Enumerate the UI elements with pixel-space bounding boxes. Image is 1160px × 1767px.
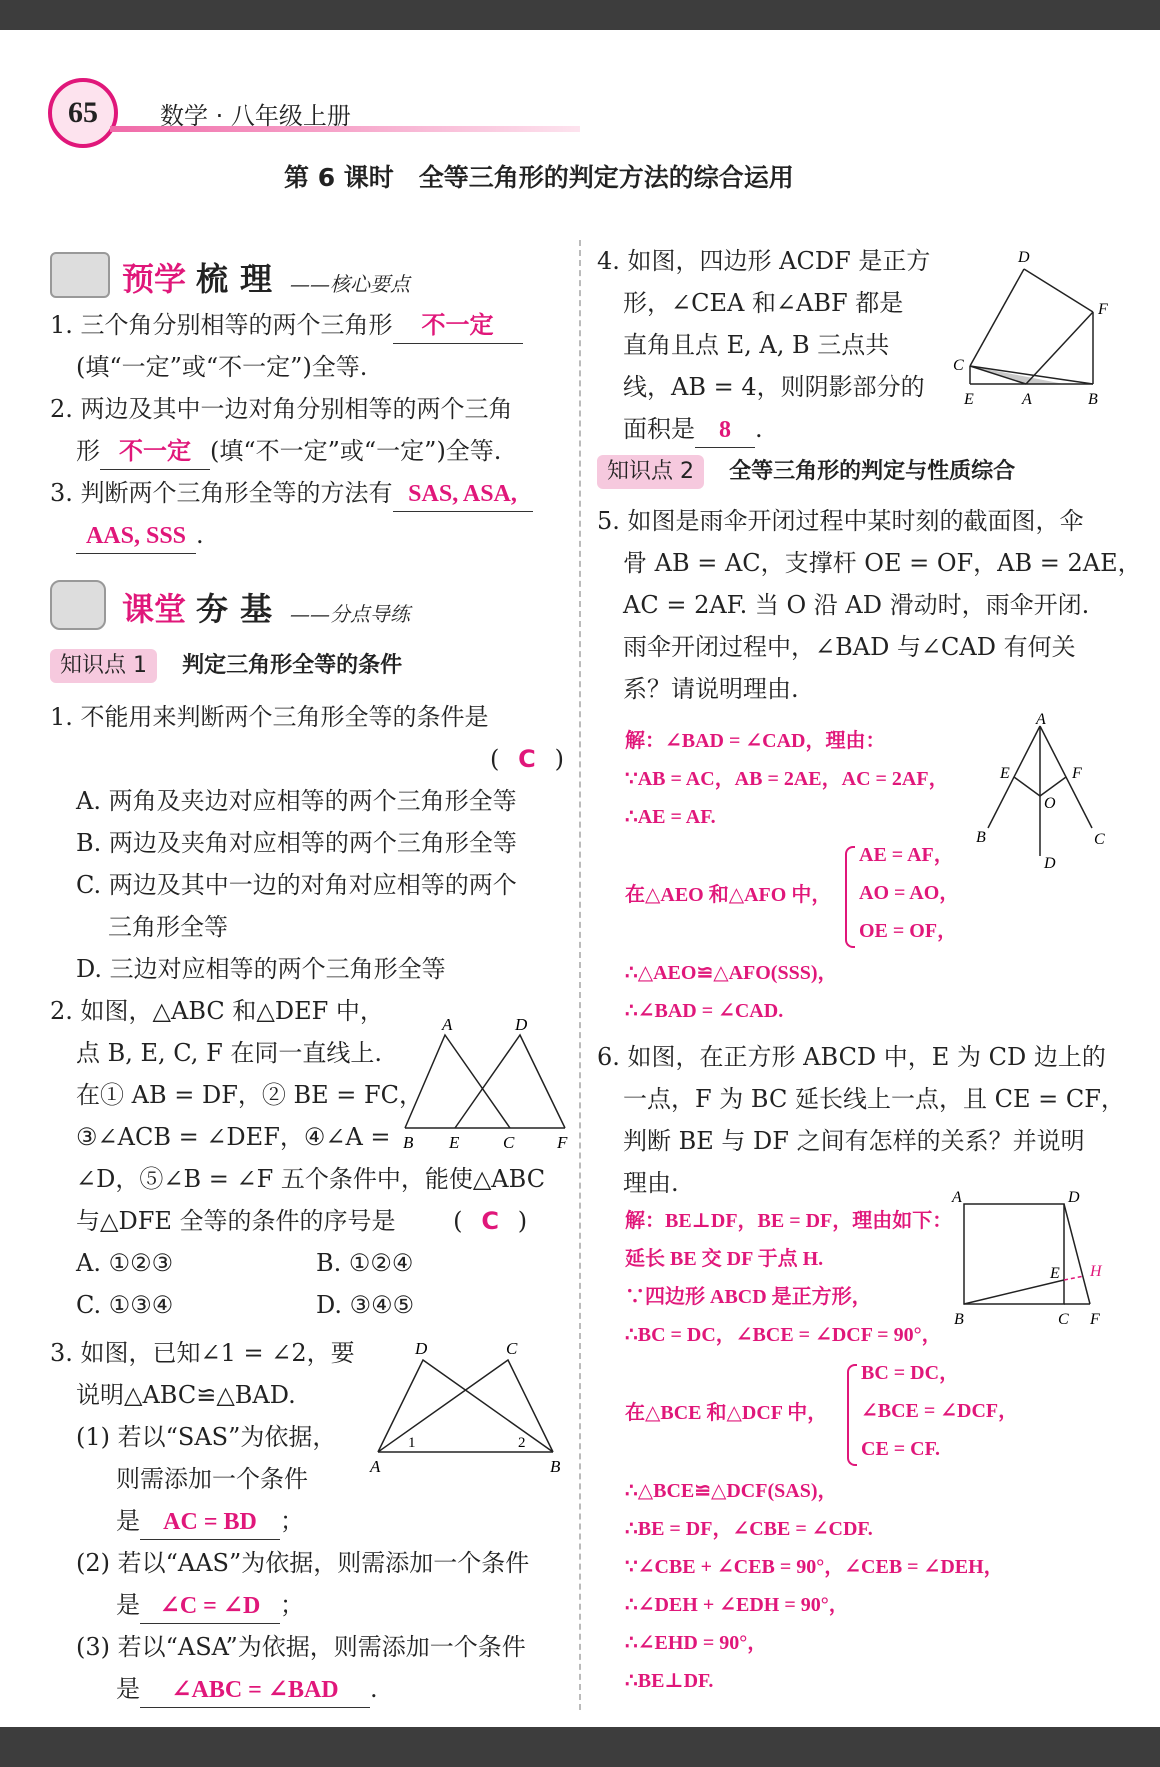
q6-sol-line11: ∴BE⊥DF. bbox=[625, 1670, 714, 1692]
q3-part1: (1) 若以“SAS”为依据， bbox=[76, 1423, 337, 1451]
q2-label-f: F bbox=[557, 1133, 568, 1152]
q5-sol-line3: ∴AE = AF. bbox=[625, 806, 716, 828]
q3-semicolon-1: ； bbox=[280, 1507, 304, 1535]
q2-paren-right: ) bbox=[517, 1207, 528, 1235]
q5-line5: 系？请说明理由. bbox=[623, 675, 799, 703]
q5-sol-line2: ∵AB = AC，AB = 2AE，AC = 2AF， bbox=[625, 768, 949, 790]
lesson-title: 第 6 课时 全等三角形的判定方法的综合运用 bbox=[284, 163, 794, 192]
q3-answer-2: ∠C = ∠D bbox=[140, 1589, 280, 1624]
q3-part3-is: 是 bbox=[116, 1675, 140, 1703]
q5-label-d: D bbox=[1044, 855, 1056, 872]
q6-sol-line5: 在△BCE 和△DCF 中， bbox=[625, 1402, 828, 1424]
preview-q2-answer: 不一定 bbox=[100, 435, 210, 470]
classroom-title-b: 夯 bbox=[196, 590, 229, 628]
q6-sys-3: CE = CF. bbox=[861, 1438, 941, 1460]
preview-heading bbox=[50, 248, 580, 304]
q3-part1-line3 bbox=[50, 1500, 570, 1542]
q5-fig-strut-fo bbox=[1040, 777, 1066, 796]
q4-line4: 线，AB = 4，则阴影部分的 bbox=[623, 373, 925, 401]
q2-line1: 2. 如图，△ABC 和△DEF 中， bbox=[50, 997, 384, 1025]
q2-options-row1 bbox=[50, 1242, 570, 1284]
preview-q3-answer-1: SAS, ASA, bbox=[393, 477, 533, 512]
q3-semicolon-2: ； bbox=[280, 1591, 304, 1619]
q4-answer: 8 bbox=[695, 413, 755, 448]
q2-option-d: D. ③④⑤ bbox=[316, 1291, 415, 1319]
q5-line1: 5. 如图是雨伞开闭过程中某时刻的截面图，伞 bbox=[597, 507, 1084, 535]
q3-label-a: A bbox=[370, 1457, 381, 1476]
q6-sol-line6: ∴△BCE≌△DCF(SAS)， bbox=[625, 1480, 838, 1502]
page-number-badge bbox=[48, 78, 118, 148]
q1-answer: C bbox=[518, 745, 536, 773]
q6-line1: 6. 如图，在正方形 ABCD 中，E 为 CD 边上的 bbox=[597, 1043, 1106, 1071]
q5-label-o: O bbox=[1044, 795, 1056, 812]
q3-part2-line2 bbox=[50, 1584, 570, 1626]
q1-block bbox=[50, 696, 570, 990]
preview-q3 bbox=[50, 472, 580, 514]
preview-title-c: 理 bbox=[240, 260, 273, 298]
q5-sys-2: AO = AO， bbox=[859, 882, 960, 904]
q2-fig-triangle-def bbox=[455, 1035, 565, 1128]
q6-fig-square bbox=[964, 1204, 1064, 1304]
kp1-title: 判定三角形全等的条件 bbox=[182, 653, 403, 678]
q2-label-d: D bbox=[515, 1015, 528, 1034]
q6-label-e: E bbox=[1050, 1265, 1060, 1282]
q5-brace bbox=[845, 846, 855, 948]
q6-label-h: H bbox=[1090, 1263, 1102, 1280]
q6-fig-be bbox=[964, 1280, 1064, 1304]
preview-q2-line2 bbox=[50, 430, 580, 472]
q4-line5-text: 面积是 bbox=[623, 415, 695, 443]
preview-q3-line2 bbox=[50, 514, 580, 556]
q3-label-angle2: 2 bbox=[518, 1435, 526, 1451]
q2-label-b: B bbox=[403, 1133, 414, 1152]
q2-label-e: E bbox=[449, 1133, 460, 1152]
q1-option-c-line2: 三角形全等 bbox=[108, 913, 228, 941]
classroom-title-a: 课堂 bbox=[122, 590, 187, 628]
q6-brace bbox=[847, 1364, 857, 1466]
classroom-subtitle: ——分点导练 bbox=[290, 602, 410, 626]
preview-q1-line2: (填“一定”或“不一定”)全等. bbox=[76, 353, 368, 381]
q6-solution bbox=[625, 1202, 1019, 1700]
q3-fig-triangle-abc bbox=[378, 1360, 553, 1452]
q3-part2-is: 是 bbox=[116, 1591, 140, 1619]
q5-sol-line5: ∴△AEO≌△AFO(SSS)， bbox=[625, 962, 838, 984]
q2-label-a: A bbox=[442, 1015, 453, 1034]
preview-title-a: 预学 bbox=[122, 260, 187, 298]
q4-label-e: E bbox=[964, 391, 974, 408]
backpack-icon bbox=[50, 580, 106, 630]
q6-line4: 理由. bbox=[623, 1169, 679, 1197]
q3-part3-line2 bbox=[50, 1668, 570, 1710]
kp1-heading bbox=[50, 648, 402, 683]
q4-label-a: A bbox=[1022, 391, 1032, 408]
q1-paren-left: ( bbox=[489, 745, 500, 773]
q2-fig-triangle-abc bbox=[405, 1035, 510, 1128]
q4-label-c: C bbox=[953, 357, 964, 374]
subject-label: 数学 · 八年级上册 bbox=[160, 102, 351, 130]
q3-end: . bbox=[370, 1675, 378, 1703]
q6-sol-line9: ∴∠DEH + ∠EDH = 90°， bbox=[625, 1594, 849, 1616]
q2-line2: 点 B, E, C, F 在同一直线上. bbox=[76, 1039, 382, 1067]
q5-sys-3: OE = OF， bbox=[859, 920, 958, 942]
q6-block bbox=[597, 1036, 1127, 1204]
q5-line3: AC = 2AF. 当 O 沿 AD 滑动时，雨伞开闭. bbox=[623, 591, 1090, 619]
preview-q1-text: 1. 三个角分别相等的两个三角形 bbox=[50, 311, 393, 339]
preview-q1 bbox=[50, 304, 580, 346]
kp2-heading bbox=[597, 454, 1015, 489]
q1-option-d: D. 三边对应相等的两个三角形全等 bbox=[76, 955, 446, 983]
q6-sol-line10: ∴∠EHD = 90°， bbox=[625, 1632, 768, 1654]
q6-line2: 一点，F 为 BC 延长线上一点，且 CE = CF， bbox=[623, 1085, 1125, 1113]
q3-answer-1: AC = BD bbox=[140, 1505, 280, 1540]
q3-fig-triangle-abd bbox=[378, 1360, 553, 1452]
q2-label-c: C bbox=[503, 1133, 515, 1152]
q3-label-b: B bbox=[550, 1457, 561, 1476]
q4-label-b: B bbox=[1088, 391, 1098, 408]
q5-block bbox=[597, 500, 1142, 710]
q6-fig-df bbox=[1064, 1204, 1090, 1304]
q6-figure bbox=[950, 1190, 1120, 1350]
q5-label-c: C bbox=[1094, 831, 1105, 848]
preview-q2: 2. 两边及其中一边对角分别相等的两个三角 bbox=[50, 395, 513, 423]
q4-line1: 4. 如图，四边形 ACDF 是正方 bbox=[597, 247, 931, 275]
preview-subtitle: ——核心要点 bbox=[290, 272, 410, 296]
q6-label-a: A bbox=[952, 1189, 962, 1206]
q2-line5: ∠D，⑤∠B = ∠F 五个条件中，能使△ABC bbox=[76, 1165, 546, 1193]
q6-sol-system bbox=[625, 1354, 1019, 1472]
q2-figure bbox=[405, 1000, 575, 1150]
q3-figure bbox=[368, 1332, 568, 1482]
kp2-label: 知识点 2 bbox=[597, 455, 704, 489]
q5-figure bbox=[970, 711, 1120, 876]
q1-option-c: C. 两边及其中一边的对角对应相等的两个 bbox=[76, 871, 517, 899]
q6-sol-line2: 延长 BE 交 DF 于点 H. bbox=[625, 1248, 824, 1270]
q5-label-a: A bbox=[1036, 711, 1046, 728]
preview-q3-answer-2: AAS, SSS bbox=[76, 519, 196, 554]
q6-sys-1: BC = DC， bbox=[861, 1362, 960, 1384]
q3-label-c: C bbox=[506, 1339, 518, 1358]
q6-label-c: C bbox=[1058, 1311, 1069, 1328]
kp2-title: 全等三角形的判定与性质综合 bbox=[729, 459, 1016, 484]
q5-sol-system bbox=[625, 836, 960, 954]
q2-line4: ③∠ACB = ∠DEF，④∠A = bbox=[76, 1123, 391, 1151]
q6-sol-line7: ∴BE = DF，∠CBE = ∠CDF. bbox=[625, 1518, 873, 1540]
q2-options-row2 bbox=[50, 1284, 570, 1326]
q5-fig-strut-eo bbox=[1014, 777, 1040, 796]
preview-q3-text: 3. 判断两个三角形全等的方法有 bbox=[50, 479, 393, 507]
q5-sol-line4: 在△AEO 和△AFO 中， bbox=[625, 884, 832, 906]
q5-label-f: F bbox=[1072, 765, 1082, 782]
q1-stem: 1. 不能用来判断两个三角形全等的条件是 bbox=[50, 703, 489, 731]
q1-paren-right: ) bbox=[554, 745, 564, 773]
preview-title-b: 梳 bbox=[196, 260, 229, 298]
q4-label-f: F bbox=[1098, 301, 1108, 318]
q6-sol-line1: 解：BE⊥DF，BE = DF，理由如下： bbox=[625, 1210, 953, 1232]
q2-paren-left: ( bbox=[453, 1207, 463, 1235]
preview-q1-answer: 不一定 bbox=[393, 309, 523, 344]
q5-line2: 骨 AB = AC，支撑杆 OE = OF，AB = 2AE， bbox=[623, 549, 1142, 577]
q4-label-d: D bbox=[1018, 249, 1030, 266]
q6-line3: 判断 BE 与 DF 之间有怎样的关系？并说明 bbox=[623, 1127, 1085, 1155]
q1-answer-line bbox=[50, 738, 570, 780]
q5-sol-line6: ∴∠BAD = ∠CAD. bbox=[625, 1000, 784, 1022]
q5-label-e: E bbox=[1000, 765, 1010, 782]
q2-line6 bbox=[50, 1200, 570, 1242]
q3-part1-line2: 则需添加一个条件 bbox=[116, 1465, 308, 1493]
q1-option-b: B. 两边及夹角对应相等的两个三角形全等 bbox=[76, 829, 517, 857]
q6-label-b: B bbox=[954, 1311, 964, 1328]
preview-q2-text-end: (填“不一定”或“一定”)全等. bbox=[210, 437, 502, 465]
q6-label-f: F bbox=[1090, 1311, 1100, 1328]
q6-sol-line3: ∵四边形 ABCD 是正方形， bbox=[625, 1286, 872, 1308]
q3-line2: 说明△ABC≌△BAD. bbox=[76, 1381, 296, 1409]
q5-line4: 雨伞开闭过程中，∠BAD 与∠CAD 有何关 bbox=[623, 633, 1076, 661]
q4-line2: 形，∠CEA 和∠ABF 都是 bbox=[623, 289, 904, 317]
q3-part3: (3) 若以“ASA”为依据，则需添加一个条件 bbox=[76, 1633, 526, 1661]
q2-line3: 在① AB = DF，② BE = FC， bbox=[76, 1081, 424, 1109]
q6-fig-eh-extension bbox=[1064, 1276, 1084, 1280]
q5-sys-1: AE = AF， bbox=[859, 844, 954, 866]
q3-part1-is: 是 bbox=[116, 1507, 140, 1535]
q5-label-b: B bbox=[976, 829, 986, 846]
q3-answer-3: ∠ABC = ∠BAD bbox=[140, 1673, 370, 1708]
q2-line6-text: 与△DFE 全等的条件的序号是 bbox=[76, 1207, 396, 1235]
classroom-heading bbox=[50, 578, 580, 634]
q4-line3: 直角且点 E, A, B 三点共 bbox=[623, 331, 890, 359]
preview-q3-end: . bbox=[196, 521, 204, 549]
q4-end: . bbox=[755, 415, 763, 443]
q3-part2: (2) 若以“AAS”为依据，则需添加一个条件 bbox=[76, 1549, 530, 1577]
preview-q2-text: 形 bbox=[76, 437, 100, 465]
q3-label-d: D bbox=[415, 1339, 428, 1358]
q6-sol-line8: ∵∠CBE + ∠CEB = 90°，∠CEB = ∠DEH， bbox=[625, 1556, 1004, 1578]
q2-answer: C bbox=[481, 1207, 499, 1235]
q2-option-a: A. ①②③ bbox=[76, 1249, 174, 1277]
kp1-label: 知识点 1 bbox=[50, 649, 157, 683]
q2-option-b: B. ①②④ bbox=[316, 1249, 414, 1277]
q6-sol-line4: ∴BC = DC，∠BCE = ∠DCF = 90°， bbox=[625, 1324, 942, 1346]
preview-section bbox=[50, 248, 580, 556]
page-number: 65 bbox=[68, 96, 98, 129]
q3-line1: 3. 如图，已知∠1 = ∠2，要 bbox=[50, 1339, 355, 1367]
classroom-title-c: 基 bbox=[240, 590, 273, 628]
q1-option-a: A. 两角及夹边对应相等的两个三角形全等 bbox=[76, 787, 517, 815]
q2-option-c: C. ①③④ bbox=[76, 1291, 174, 1319]
q6-sys-2: ∠BCE = ∠DCF， bbox=[861, 1400, 1019, 1422]
q5-solution bbox=[625, 722, 960, 1030]
page bbox=[0, 30, 1160, 1727]
q3-label-angle1: 1 bbox=[408, 1435, 416, 1451]
q5-sol-line1: 解：∠BAD = ∠CAD，理由： bbox=[625, 730, 886, 752]
q6-label-d: D bbox=[1068, 1189, 1080, 1206]
q4-figure bbox=[948, 244, 1118, 424]
school-icon bbox=[50, 252, 110, 298]
